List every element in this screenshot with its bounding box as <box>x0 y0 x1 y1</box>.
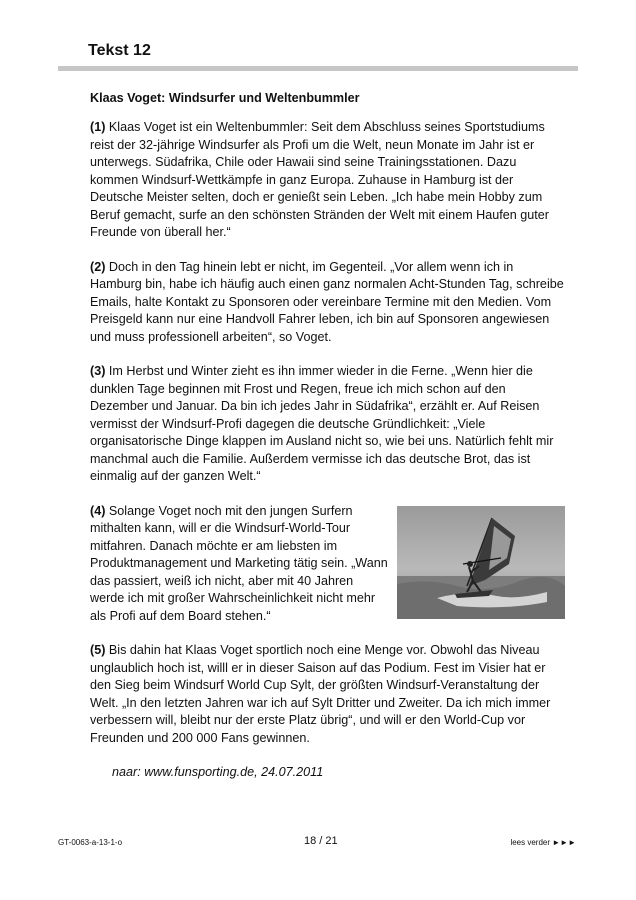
paragraph-text: Klaas Voget ist ein Weltenbummler: Seit dem Abschluss seines Sportstudiums reist der 32-jährige Windsurfer als Profi um die Welt, neun Monate im Jahr ist er unterwegs. Südafrika, Chile oder Hawaii sind seine Trainingsstationen. Dazu kommen Windsurf-Wettkämpfe in ganz Europa. Zuhause in Hamburg ist der Deutsche Meister selten, doch er genießt sein Leben. „Ich habe mein Hobby zum Beruf gemacht, surfe an den schönsten Stränden der Welt mit einem Haufen guter Freunde von überall her.“ <box>90 120 549 239</box>
article <box>90 90 565 782</box>
windsurfer-photo <box>397 506 565 619</box>
paragraph-text: Doch in den Tag hinein lebt er nicht, im Gegenteil. „Vor allem wenn ich in Hamburg bin, habe ich häufig auch einen ganz normalen Acht-Stunden Tag, schreibe Emails, halte Kontakt zu Sponsoren oder vereinbare Termine mit den Medien. Vom Preisgeld kann nur eine Handvoll Fahrer leben, ich bin auf Sponsoren angewiesen und muss professionell arbeiten“, so Voget. <box>90 259 564 344</box>
exam-code: GT-0063-a-13-1-o <box>58 838 123 847</box>
paragraph-4 <box>90 503 565 626</box>
surfer-head <box>467 561 473 567</box>
page-title: Tekst 12 <box>88 42 151 59</box>
paragraph-text: Solange Voget noch mit den jungen Surfern mithalten kann, will er die Windsurf-World-Tour mitfahren. Danach möchte er am liebsten im Produktmanagement und Marketing tätig sein. „Wann das passiert, weiß ich nicht, aber mit 40 Jahren werde ich mit großer Wahrscheinlichkeit nicht mehr als Profi auf dem Board stehen.“ <box>90 503 388 623</box>
paragraph-number: (5) <box>90 643 106 657</box>
paragraph-text: Bis dahin hat Klaas Voget sportlich noch eine Menge vor. Obwohl das Niveau unglaublich hoch ist, willl er in dieser Saison auf das Podium. Fest im Visier hat er den Sieg beim Windsurf World Cup Sylt, der größten Windsurf-Veranstaltung der Welt. „In den letzten Jahren war ich auf Sylt Dritter und Zweiter. Da ich mich immer verbessern will, bleibt nur der erste Platz übrig“, und will er den World-Cup vor Freunden und 200 000 Fans gewinnen. <box>90 643 551 745</box>
paragraph-text: Im Herbst und Winter zieht es ihn immer wieder in die Ferne. „Wenn hier die dunklen Tage beginnen mit Frost und Regen, freue ich mich schon auf den Dezember und Januar. Da bin ich jedes Jahr in Südafrika“, erzählt er. Auf Reisen vermisst der Windsurf-Profi dagegen die deutsche Gründlichkeit: „Viele organisatorische Dinge klappen im Ausland nicht so, wie bei uns. Natürlich fehlt mir manchmal auch die Familie. Außerdem vermisse ich das deutsche Brot, das ist einmalig auf der ganzen Welt.“ <box>90 364 554 483</box>
paragraph-4-text-block <box>90 503 390 626</box>
paragraph-number: (1) <box>90 120 106 134</box>
article-title: Klaas Voget: Windsurfer und Weltenbummler <box>90 91 360 105</box>
page-number: 18 / 21 <box>304 835 338 847</box>
paragraph-1 <box>90 119 565 242</box>
paragraph-number: (2) <box>90 259 106 274</box>
paragraph-3 <box>90 363 565 486</box>
continue-indicator: lees verder ►►► <box>510 838 576 847</box>
header-divider <box>58 66 578 71</box>
paragraph-number: (3) <box>90 364 106 378</box>
paragraph-2 <box>90 259 565 347</box>
paragraph-number: (4) <box>90 503 106 518</box>
source-citation: naar: www.funsporting.de, 24.07.2011 <box>112 765 324 779</box>
paragraph-5 <box>90 642 565 747</box>
